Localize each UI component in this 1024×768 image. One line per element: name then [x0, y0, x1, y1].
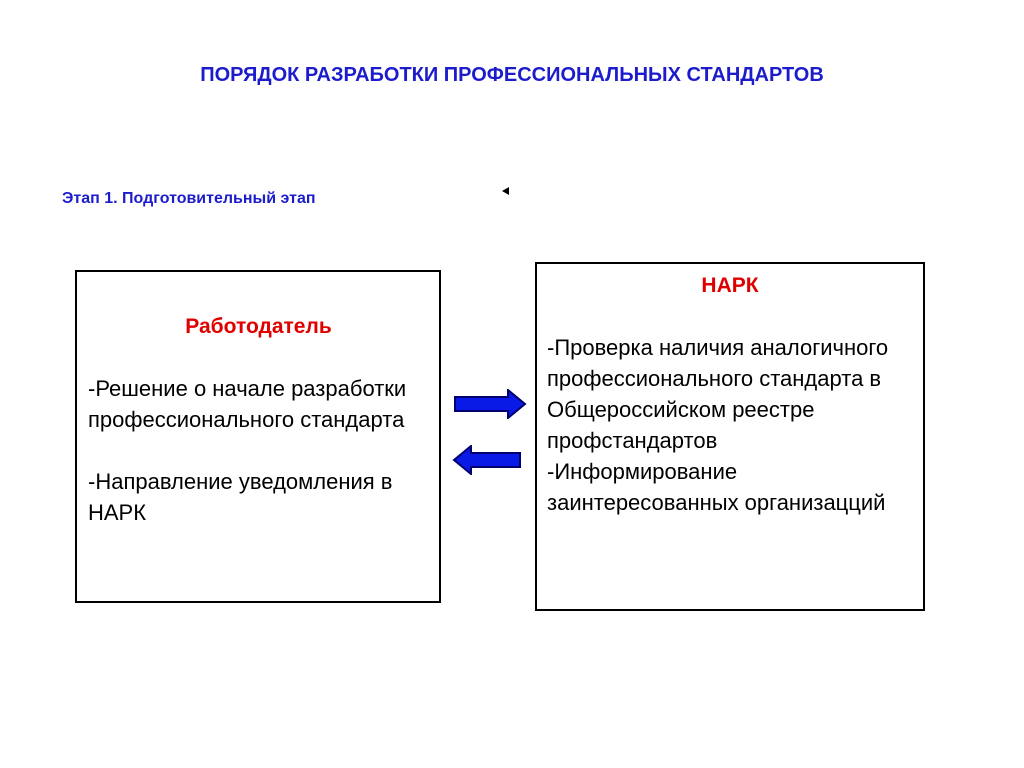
- employer-item-decision: -Решение о начале разработки профессионального стандарта: [88, 376, 407, 432]
- employer-heading: Работодатель: [185, 315, 332, 338]
- nark-item-informing: -Информирование заинтересованных организацций: [547, 459, 886, 515]
- page-title: ПОРЯДОК РАЗРАБОТКИ ПРОФЕССИОНАЛЬНЫХ СТАНДАРТОВ: [200, 64, 824, 86]
- nark-item-registry-check: -Проверка наличия аналогичного профессионального стандарта в Общероссийском реестре профстандартов: [547, 335, 889, 453]
- stage-label: Этап 1. Подготовительный этап: [62, 190, 316, 207]
- nark-box: [535, 262, 925, 611]
- triangle-marker-icon: [502, 187, 509, 195]
- employer-box: [75, 270, 441, 603]
- nark-heading: НАРК: [701, 274, 759, 297]
- left-arrow-icon: [452, 445, 528, 475]
- right-arrow-icon: [452, 389, 528, 419]
- employer-item-notification: -Направление уведомления в НАРК: [88, 469, 393, 525]
